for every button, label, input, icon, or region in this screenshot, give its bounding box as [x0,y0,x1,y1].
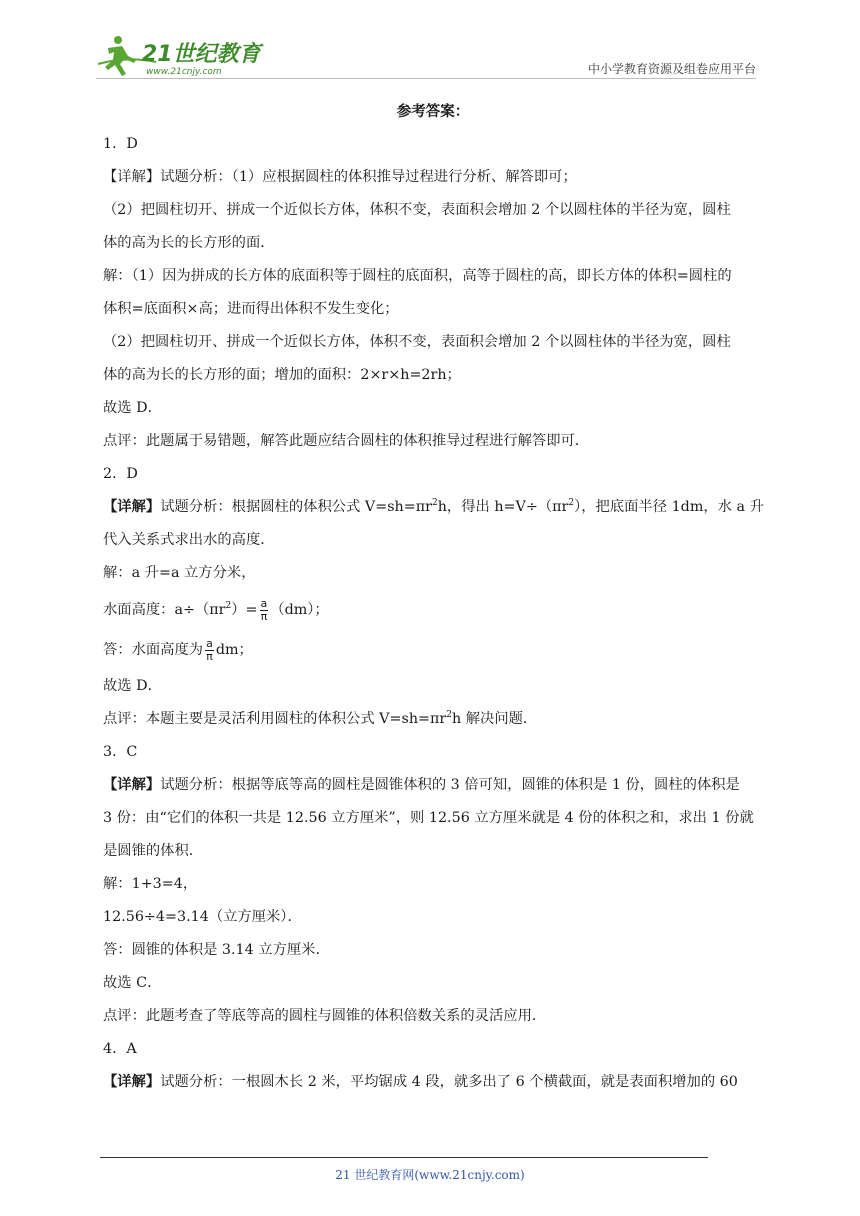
text-span: h 解决问题． [451,711,538,727]
logo-text: 21世纪教育 [142,42,261,67]
text-span: ），把底面半径 1dm，水 a 升 [574,499,764,515]
q3-line: 12.56÷4=3.14（立方厘米）． [103,909,302,925]
fraction [205,638,214,663]
q2-line: 故选 D． [103,678,162,694]
q2-line: 代入关系式求出水的高度． [103,532,275,548]
fraction-numerator: a [206,636,213,650]
q3-line: 是圆锥的体积． [103,843,204,859]
text-span: （dm）； [270,602,329,618]
detail-tag: 【详解】 [103,1074,161,1090]
q1-line: 解：（1）因为拼成的长方体的底面积等于圆柱的底面积，高等于圆柱的高，即长方体的体积=圆柱的 [103,268,732,284]
q3-line: 解：1+3=4， [103,876,198,892]
q3-line: 故选 C． [103,975,162,991]
text-span: 答：水面高度为 [103,642,204,658]
q3-line: 点评：此题考查了等底等高的圆柱与圆锥的体积倍数关系的灵活应用． [103,1008,547,1024]
q2-answer: 2．D [103,466,138,482]
detail-tag: 【详解】 [103,499,161,515]
q2-line [103,491,763,524]
superscript: 2 [225,601,232,612]
q1-line: 体的高为长的长方形的面；增加的面积：2×r×h=2rh； [103,367,461,383]
site-logo [96,34,266,78]
text-span: 试题分析：一根圆木长 2 米，平均锯成 4 段，就多出了 6 个横截面，就是表面积增加的 60 [160,1074,738,1090]
text-span: 试题分析：根据圆柱的体积公式 V=sh=πr [160,499,432,515]
q2-line [103,590,763,630]
text-span: 点评：本题主要是灵活利用圆柱的体积公式 V=sh=πr [103,711,447,727]
q1-line: 体的高为长的长方形的面． [103,235,275,251]
q4-line [103,1066,763,1099]
platform-name: 中小学教育资源及组卷应用平台 [587,62,756,76]
q3-line: 答：圆锥的体积是 3.14 立方厘米． [103,942,330,958]
footer-divider [100,1157,708,1158]
text-span: h，得出 h=V÷（πr [437,499,569,515]
q1-line: （2）把圆柱切开、拼成一个近似长方体，体积不变，表面积会增加 2 个以圆柱体的半径为宽，圆柱 [103,202,731,218]
fraction [260,598,269,623]
superscript: 2 [446,710,452,721]
logo-url: www.21cnjy.com [146,67,222,77]
page-footer: 21 世纪教育网(www.21cnjy.com) [335,1168,525,1182]
q3-line: 3 份：由“它们的体积一共是 12.56 立方厘米”，则 12.56 立方厘米就是 4 份的体积之和，求出 1 份就 [103,810,754,826]
q1-line: 体积=底面积×高；进而得出体积不发生变化； [103,301,399,317]
text-span: dm； [215,642,253,658]
superscript: 2 [568,498,575,509]
q4-answer: 4．A [103,1041,137,1057]
text-span: 试题分析：根据等底等高的圆柱是圆锥体积的 3 倍可知，圆锥的体积是 1 份，圆柱的体积是 [160,777,740,793]
q3-answer: 3．C [103,744,138,760]
q1-answer: 1．D [103,136,138,152]
page-header [0,0,860,82]
page-title: 参考答案： [396,103,470,120]
q2-line [103,630,763,670]
fraction-denominator: π [260,609,268,623]
q1-line: （2）把圆柱切开、拼成一个近似长方体，体积不变，表面积会增加 2 个以圆柱体的半径为宽，圆柱 [103,334,731,350]
q2-line [103,703,763,736]
q1-line: 【详解】试题分析：（1）应根据圆柱的体积推导过程进行分析、解答即可； [103,169,577,185]
q1-line: 故选 D． [103,400,162,416]
q1-line: 点评：此题属于易错题，解答此题应结合圆柱的体积推导过程进行解答即可． [103,433,590,449]
superscript: 2 [431,498,438,509]
text-span: 水面高度：a÷（πr [103,602,226,618]
fraction-denominator: π [206,649,213,663]
fraction-numerator: a [260,596,268,610]
answer-content [103,96,763,1099]
detail-tag: 【详解】 [103,777,161,793]
text-span: ）= [231,602,258,618]
q2-line: 解：a 升=a 立方分米， [103,565,256,581]
q3-line [103,769,763,802]
header-divider [96,78,756,79]
